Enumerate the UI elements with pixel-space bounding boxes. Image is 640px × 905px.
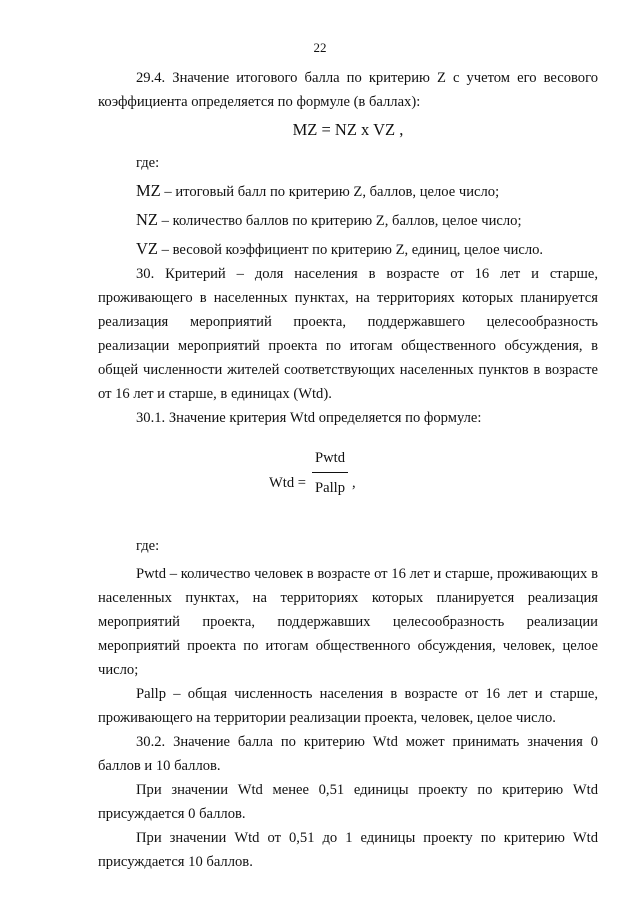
paragraph-30-2: 30.2. Значение балла по критерию Wtd может принимать значения 0 баллов и 10 баллов. bbox=[98, 734, 598, 774]
paragraph-score-low: При значении Wtd менее 0,51 единицы проекту по критерию Wtd присуждается 0 баллов. bbox=[98, 782, 598, 822]
formula-wtd-numerator: Pwtd bbox=[314, 450, 345, 466]
symbol-mz: MZ bbox=[136, 181, 161, 200]
symbol-nz: NZ bbox=[136, 210, 158, 229]
definition-pwtd: Pwtd – количество человек в возрасте от 16 лет и старше, проживающих в населенных пунктах, на территориях которых планируется реализация мероприятий проекта, поддержавших целесообразность реализации мероприятий проекта по итогам общественного обсуждения, человек, целое число; bbox=[98, 566, 598, 678]
where-label-2: где: bbox=[136, 538, 160, 554]
definition-mz bbox=[98, 179, 598, 204]
symbol-vz: VZ bbox=[136, 239, 158, 258]
formula-wtd-lhs: Wtd = bbox=[269, 475, 307, 491]
definition-nz-text: – количество баллов по критерию Z, баллов, целое число; bbox=[158, 213, 522, 229]
paragraph-score-high: При значении Wtd от 0,51 до 1 единицы проекту по критерию Wtd присуждается 10 баллов. bbox=[98, 830, 598, 870]
formula-wtd-fraction bbox=[312, 446, 348, 500]
document-body bbox=[98, 66, 598, 874]
definition-mz-text: – итоговый балл по критерию Z, баллов, целое число; bbox=[160, 184, 500, 200]
formula-wtd-denominator: Pallp bbox=[315, 480, 345, 496]
formula-wtd bbox=[98, 446, 598, 520]
definition-pallp: Pallp – общая численность населения в возрасте от 16 лет и старше, проживающего на территории реализации проекта, человек, целое число. bbox=[98, 686, 598, 726]
formula-wtd-trail: , bbox=[352, 475, 356, 491]
page-number: 22 bbox=[313, 40, 327, 55]
definition-vz bbox=[98, 237, 598, 262]
definition-vz-text: – весовой коэффициент по критерию Z, единиц, целое число. bbox=[158, 242, 544, 258]
where-label-1: где: bbox=[136, 155, 160, 171]
paragraph-30: 30. Критерий – доля населения в возрасте от 16 лет и старше, проживающего в населенных пунктах, на территориях которых планируется реализация мероприятий проекта, поддержавшего целесообразность реализации мероприятий проекта по итогам общественного обсуждения, в общей численности жителей соответствующих населенных пунктов в возрасте от 16 лет и старше, в единицах (Wtd). bbox=[98, 266, 598, 402]
paragraph-29-4: 29.4. Значение итогового балла по критерию Z с учетом его весового коэффициента определяется по формуле (в баллах): bbox=[98, 70, 598, 110]
formula-mz bbox=[98, 118, 598, 143]
definition-nz bbox=[98, 208, 598, 233]
formula-mz-text: MZ = NZ x VZ , bbox=[292, 120, 404, 139]
fraction-bar bbox=[312, 472, 348, 473]
paragraph-30-1: 30.1. Значение критерия Wtd определяется по формуле: bbox=[136, 410, 482, 426]
